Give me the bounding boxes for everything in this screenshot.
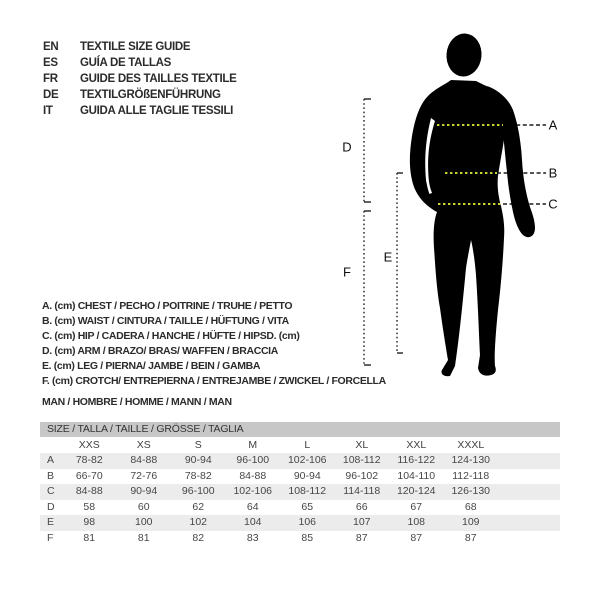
measurement-legend (42, 299, 386, 389)
size-columns-row (40, 437, 560, 453)
crotch-label: F (343, 264, 351, 280)
cell: 102 (189, 516, 208, 528)
language-code: DE (43, 89, 59, 101)
cell: 67 (410, 500, 423, 513)
size-table-header: SIZE / TALLA / TAILLE / GRÖSSE / TAGLIA (40, 422, 560, 437)
cell: 114-118 (343, 485, 381, 497)
row-label: F (47, 531, 54, 544)
row-label: D (47, 500, 55, 513)
col-header: L (304, 439, 311, 451)
col-header: XS (136, 439, 151, 451)
cell: 84-88 (239, 469, 267, 482)
col-header: XXL (406, 439, 427, 451)
table-row (40, 500, 560, 516)
cell: 60 (137, 500, 150, 513)
cell: 87 (355, 531, 368, 544)
cell: 109 (461, 516, 480, 528)
cell: 87 (464, 531, 477, 544)
cell: 90-94 (130, 485, 158, 497)
cell: 81 (137, 531, 150, 544)
legend-crotch: F. (cm) CROTCH/ ENTREPIERNA / ENTREJAMBE / ZWICKEL / FORCELLA (42, 375, 386, 387)
legend-hip: C. (cm) HIP / CADERA / HANCHE / HÜFTE / HIPSD. (cm) (42, 330, 300, 342)
cell: 83 (246, 531, 259, 544)
size-table (40, 422, 560, 546)
row-label: E (47, 516, 55, 528)
col-header: XXXL (457, 439, 485, 451)
cell: 78-82 (75, 454, 103, 466)
cell: 112-118 (452, 469, 490, 482)
guide-title: TEXTILE SIZE GUIDE (80, 41, 191, 53)
cell: 96-102 (345, 469, 379, 482)
cell: 90-94 (293, 469, 321, 482)
table-row (40, 469, 560, 485)
guide-title: GUIDE DES TAILLES TEXTILE (80, 73, 237, 85)
table-row (40, 484, 560, 500)
cell: 82 (192, 531, 205, 544)
spacer (498, 484, 560, 500)
guide-title: GUÍA DE TALLAS (80, 57, 171, 69)
guide-title: TEXTILGRÖßENFÜHRUNG (80, 89, 221, 101)
cell: 96-100 (236, 454, 270, 466)
cell: 107 (352, 516, 371, 528)
hip-label: C (548, 196, 558, 212)
cell: 102-106 (287, 454, 327, 466)
col-header: M (248, 439, 258, 451)
chest-label: A (548, 117, 558, 133)
spacer (498, 469, 560, 485)
cell: 72-76 (130, 469, 158, 482)
cell: 62 (192, 500, 205, 513)
language-code: FR (43, 73, 58, 85)
col-header: XL (355, 439, 369, 451)
cell: 65 (301, 500, 314, 513)
cell: 78-82 (184, 469, 212, 482)
cell: 64 (246, 500, 259, 513)
table-row (40, 531, 560, 547)
arm-label: D (342, 139, 352, 155)
spacer (498, 515, 560, 531)
cell: 66 (355, 500, 368, 513)
cell: 108-112 (288, 485, 327, 497)
col-header: S (194, 439, 202, 451)
cell: 58 (83, 500, 96, 513)
cell: 90-94 (184, 454, 212, 466)
waist-label: B (548, 165, 558, 181)
cell: 96-100 (181, 485, 215, 497)
row-label: B (47, 469, 55, 482)
row-label: C (47, 485, 55, 497)
legend-arm: D. (cm) ARM / BRAZO/ BRAS/ WAFFEN / BRACCIA (42, 345, 278, 357)
legend-waist: B. (cm) WAIST / CINTURA / TAILLE / HÜFTUNG / VITA (42, 315, 289, 327)
spacer (498, 437, 560, 453)
cell: 84-88 (130, 454, 158, 466)
table-row (40, 453, 560, 469)
cell: 81 (83, 531, 96, 544)
col-header: XXS (78, 439, 100, 451)
language-code: IT (43, 105, 53, 117)
leg-label: E (383, 249, 393, 265)
cell: 126-130 (451, 485, 491, 497)
language-code: ES (43, 57, 58, 69)
cell: 87 (410, 531, 423, 544)
table-row (40, 515, 560, 531)
cell: 100 (134, 516, 153, 528)
cell: 108 (407, 516, 426, 528)
spacer (498, 531, 560, 547)
cell: 98 (83, 516, 96, 528)
legend-leg: E. (cm) LEG / PIERNA/ JAMBE / BEIN / GAMBA (42, 360, 261, 372)
cell: 108-112 (342, 454, 381, 466)
cell: 104-110 (397, 469, 436, 482)
gender-line: MAN / HOMBRE / HOMME / MANN / MAN (42, 396, 232, 408)
cell: 84-88 (75, 485, 103, 497)
cell: 66-70 (75, 469, 103, 482)
spacer (498, 500, 560, 516)
row-label: A (47, 454, 55, 466)
cell: 106 (298, 516, 317, 528)
guide-title: GUIDA ALLE TAGLIE TESSILI (80, 105, 234, 117)
cell: 104 (243, 516, 262, 528)
cell: 85 (301, 531, 314, 544)
cell: 102-106 (233, 485, 273, 497)
cell: 116-122 (397, 454, 436, 466)
language-code: EN (43, 41, 59, 53)
row-label-cell (40, 437, 62, 453)
spacer (498, 453, 560, 469)
cell: 120-124 (396, 485, 436, 497)
legend-chest: A. (cm) CHEST / PECHO / POITRINE / TRUHE / PETTO (42, 300, 293, 312)
cell: 124-130 (451, 454, 491, 466)
cell: 68 (464, 500, 477, 513)
man-head (445, 32, 484, 78)
